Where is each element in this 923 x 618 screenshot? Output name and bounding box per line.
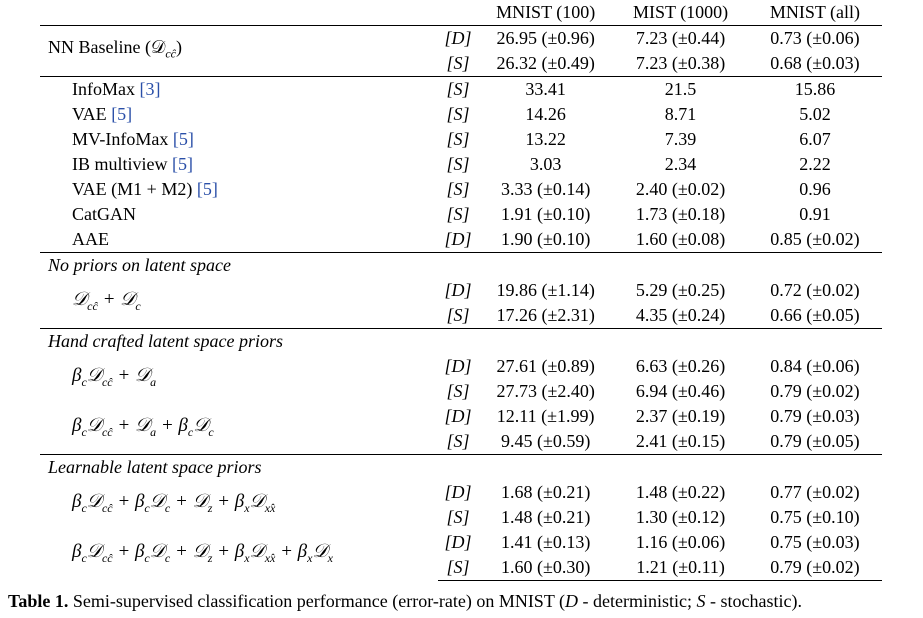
mode-cell: [S] bbox=[446, 305, 470, 325]
results-table-container bbox=[40, 0, 882, 581]
value-cell: 0.73 (±0.06) bbox=[748, 26, 882, 52]
learnable-b-row-d bbox=[40, 530, 882, 555]
header-method bbox=[40, 0, 438, 26]
value-cell: 19.86 (±1.14) bbox=[496, 280, 595, 300]
formula-bc-dcc-da: $\beta_c𝒟_{cĉ}$ + 𝒟$_a$ bbox=[72, 365, 157, 389]
section-title: Learnable latent space priors bbox=[40, 455, 882, 481]
method-name: VAE (M1 + M2) [5] bbox=[72, 179, 218, 199]
value-cell: 5.02 bbox=[799, 104, 831, 124]
citation-link[interactable]: [5] bbox=[196, 179, 218, 199]
value-cell: 5.29 (±0.25) bbox=[635, 280, 726, 300]
citation-link[interactable]: [5] bbox=[172, 129, 194, 149]
value-cell: 1.90 (±0.10) bbox=[500, 229, 591, 249]
value-cell: 2.40 (±0.02) bbox=[635, 179, 726, 199]
section-header-learnable bbox=[40, 455, 882, 481]
value-cell: 0.79 (±0.03) bbox=[770, 406, 860, 426]
value-cell: 12.11 (±1.99) bbox=[496, 406, 595, 426]
method-row-mv-infomax bbox=[40, 127, 882, 152]
results-table bbox=[40, 0, 882, 581]
value-cell: 3.33 (±0.14) bbox=[500, 179, 591, 199]
mode-cell: [S] bbox=[446, 507, 470, 527]
value-cell: 7.23 (±0.38) bbox=[635, 53, 726, 73]
method-row-ib-multiview bbox=[40, 152, 882, 177]
header-mode bbox=[438, 0, 478, 26]
method-row-catgan bbox=[40, 202, 882, 227]
table-caption: Table 1. Semi-supervised classification performance (error-rate) on MNIST (D - deterministic; S - stochastic). bbox=[8, 591, 802, 611]
value-cell: 2.41 (±0.15) bbox=[635, 431, 726, 451]
value-cell: 0.75 (±0.03) bbox=[770, 532, 860, 552]
value-cell: 7.39 bbox=[664, 129, 697, 149]
mode-cell: [D] bbox=[438, 26, 478, 52]
mode-cell: [D] bbox=[444, 229, 472, 249]
citation-link[interactable]: [5] bbox=[172, 154, 193, 174]
citation-link[interactable]: [3] bbox=[139, 79, 161, 99]
value-cell: 0.79 (±0.02) bbox=[770, 381, 860, 401]
value-cell: 26.95 (±0.96) bbox=[478, 26, 613, 52]
mode-cell: [S] bbox=[446, 129, 470, 149]
value-cell: 0.85 (±0.02) bbox=[770, 229, 860, 249]
value-cell: 0.72 (±0.02) bbox=[770, 280, 860, 300]
value-cell: 0.77 (±0.02) bbox=[770, 482, 860, 502]
method-name: AAE bbox=[72, 229, 109, 249]
value-cell: 27.61 (±0.89) bbox=[496, 356, 595, 376]
value-cell: 1.60 (±0.30) bbox=[478, 555, 613, 581]
value-cell: 1.16 (±0.06) bbox=[635, 532, 726, 552]
value-cell: 8.71 bbox=[664, 104, 697, 124]
method-name: IB multiview [5] bbox=[72, 154, 193, 174]
value-cell: 4.35 (±0.24) bbox=[635, 305, 726, 325]
hand-crafted-a-row-d bbox=[40, 354, 882, 379]
value-cell: 2.34 bbox=[664, 154, 697, 174]
no-priors-row-d bbox=[40, 278, 882, 303]
mode-cell: [S] bbox=[446, 204, 470, 224]
mode-cell: [D] bbox=[444, 280, 472, 300]
value-cell: 6.63 (±0.26) bbox=[635, 356, 726, 376]
formula-dcc-dc: 𝒟$_{cĉ}$ + 𝒟$_c$ bbox=[72, 289, 141, 313]
value-cell: 7.23 (±0.44) bbox=[613, 26, 748, 52]
learnable-a-row-d bbox=[40, 480, 882, 505]
citation-link[interactable]: [5] bbox=[111, 104, 133, 124]
mode-cell: [S] bbox=[446, 381, 470, 401]
value-cell: 26.32 (±0.49) bbox=[496, 53, 595, 73]
value-cell: 6.07 bbox=[799, 129, 831, 149]
value-cell: 17.26 (±2.31) bbox=[496, 305, 595, 325]
method-row-infomax bbox=[40, 77, 882, 103]
mode-cell: [D] bbox=[444, 532, 472, 552]
header-mnist-100: MNIST (100) bbox=[496, 2, 596, 22]
value-cell: 0.68 (±0.03) bbox=[770, 53, 860, 73]
section-header-hand-crafted bbox=[40, 329, 882, 355]
mode-cell: [S] bbox=[446, 53, 470, 73]
hand-crafted-b-row-d bbox=[40, 404, 882, 429]
value-cell: 0.66 (±0.05) bbox=[770, 305, 860, 325]
mode-cell: [D] bbox=[444, 406, 472, 426]
formula-learnable-b: $\beta_c𝒟_{cĉ}$ + $\beta_c𝒟_c$ + 𝒟$_z$ + $\beta_x𝒟_{xx̂}$ + $\beta_x𝒟_x$ bbox=[72, 541, 333, 566]
value-cell: 13.22 bbox=[525, 129, 566, 149]
method-name: CatGAN bbox=[72, 204, 136, 224]
mode-cell: [S] bbox=[446, 104, 470, 124]
value-cell: 6.94 (±0.46) bbox=[635, 381, 726, 401]
value-cell: 1.68 (±0.21) bbox=[500, 482, 591, 502]
value-cell: 1.48 (±0.22) bbox=[635, 482, 726, 502]
header-row bbox=[40, 0, 882, 26]
value-cell: 1.30 (±0.12) bbox=[635, 507, 726, 527]
value-cell: 1.91 (±0.10) bbox=[500, 204, 591, 224]
mode-cell: [D] bbox=[444, 482, 472, 502]
value-cell: 0.96 bbox=[799, 179, 831, 199]
value-cell: 2.22 bbox=[799, 154, 831, 174]
value-cell: 1.41 (±0.13) bbox=[500, 532, 591, 552]
baseline-row-d bbox=[40, 26, 882, 52]
value-cell: 15.86 bbox=[748, 77, 882, 103]
method-row-vae bbox=[40, 102, 882, 127]
value-cell: 21.5 bbox=[613, 77, 748, 103]
value-cell: 1.21 (±0.11) bbox=[613, 555, 748, 581]
method-name: MV-InfoMax [5] bbox=[72, 129, 194, 149]
mode-cell: [S] bbox=[438, 77, 478, 103]
header-mist-1000: MIST (1000) bbox=[632, 2, 729, 22]
method-row-aae bbox=[40, 227, 882, 253]
section-header-no-priors bbox=[40, 253, 882, 279]
value-cell: 0.79 (±0.02) bbox=[748, 555, 882, 581]
value-cell: 1.73 (±0.18) bbox=[635, 204, 726, 224]
value-cell: 0.79 (±0.05) bbox=[770, 431, 860, 451]
formula-learnable-a: $\beta_c𝒟_{cĉ}$ + $\beta_c𝒟_c$ + 𝒟$_z$ + $\beta_x𝒟_{xx̂}$ bbox=[72, 491, 276, 515]
value-cell: 0.75 (±0.10) bbox=[770, 507, 860, 527]
mode-cell: [D] bbox=[444, 356, 472, 376]
value-cell: 14.26 bbox=[525, 104, 566, 124]
method-name: InfoMax [3] bbox=[40, 77, 438, 103]
value-cell: 1.48 (±0.21) bbox=[500, 507, 591, 527]
mode-cell: [S] bbox=[438, 555, 478, 581]
value-cell: 0.84 (±0.06) bbox=[770, 356, 860, 376]
value-cell: 3.03 bbox=[529, 154, 562, 174]
method-name: VAE [5] bbox=[72, 104, 133, 124]
value-cell: 27.73 (±2.40) bbox=[496, 381, 595, 401]
header-mnist-all: MNIST (all) bbox=[769, 2, 861, 22]
value-cell: 9.45 (±0.59) bbox=[500, 431, 591, 451]
value-cell: 1.60 (±0.08) bbox=[635, 229, 726, 249]
mode-cell: [S] bbox=[446, 179, 470, 199]
value-cell: 2.37 (±0.19) bbox=[635, 406, 726, 426]
mode-cell: [S] bbox=[446, 431, 470, 451]
mode-cell: [S] bbox=[446, 154, 470, 174]
baseline-label: NN Baseline (𝒟$_{cĉ}$) bbox=[40, 26, 438, 77]
caption-label: Table 1. bbox=[8, 591, 69, 611]
section-title: No priors on latent space bbox=[40, 253, 882, 279]
formula-bc-dcc-da-bc-dc: $\beta_c𝒟_{cĉ}$ + 𝒟$_a$ + $\beta_c𝒟_c$ bbox=[72, 415, 214, 439]
value-cell: 0.91 bbox=[799, 204, 831, 224]
value-cell: 33.41 bbox=[478, 77, 613, 103]
section-title: Hand crafted latent space priors bbox=[40, 329, 882, 355]
method-row-vae-m1-m2 bbox=[40, 177, 882, 202]
